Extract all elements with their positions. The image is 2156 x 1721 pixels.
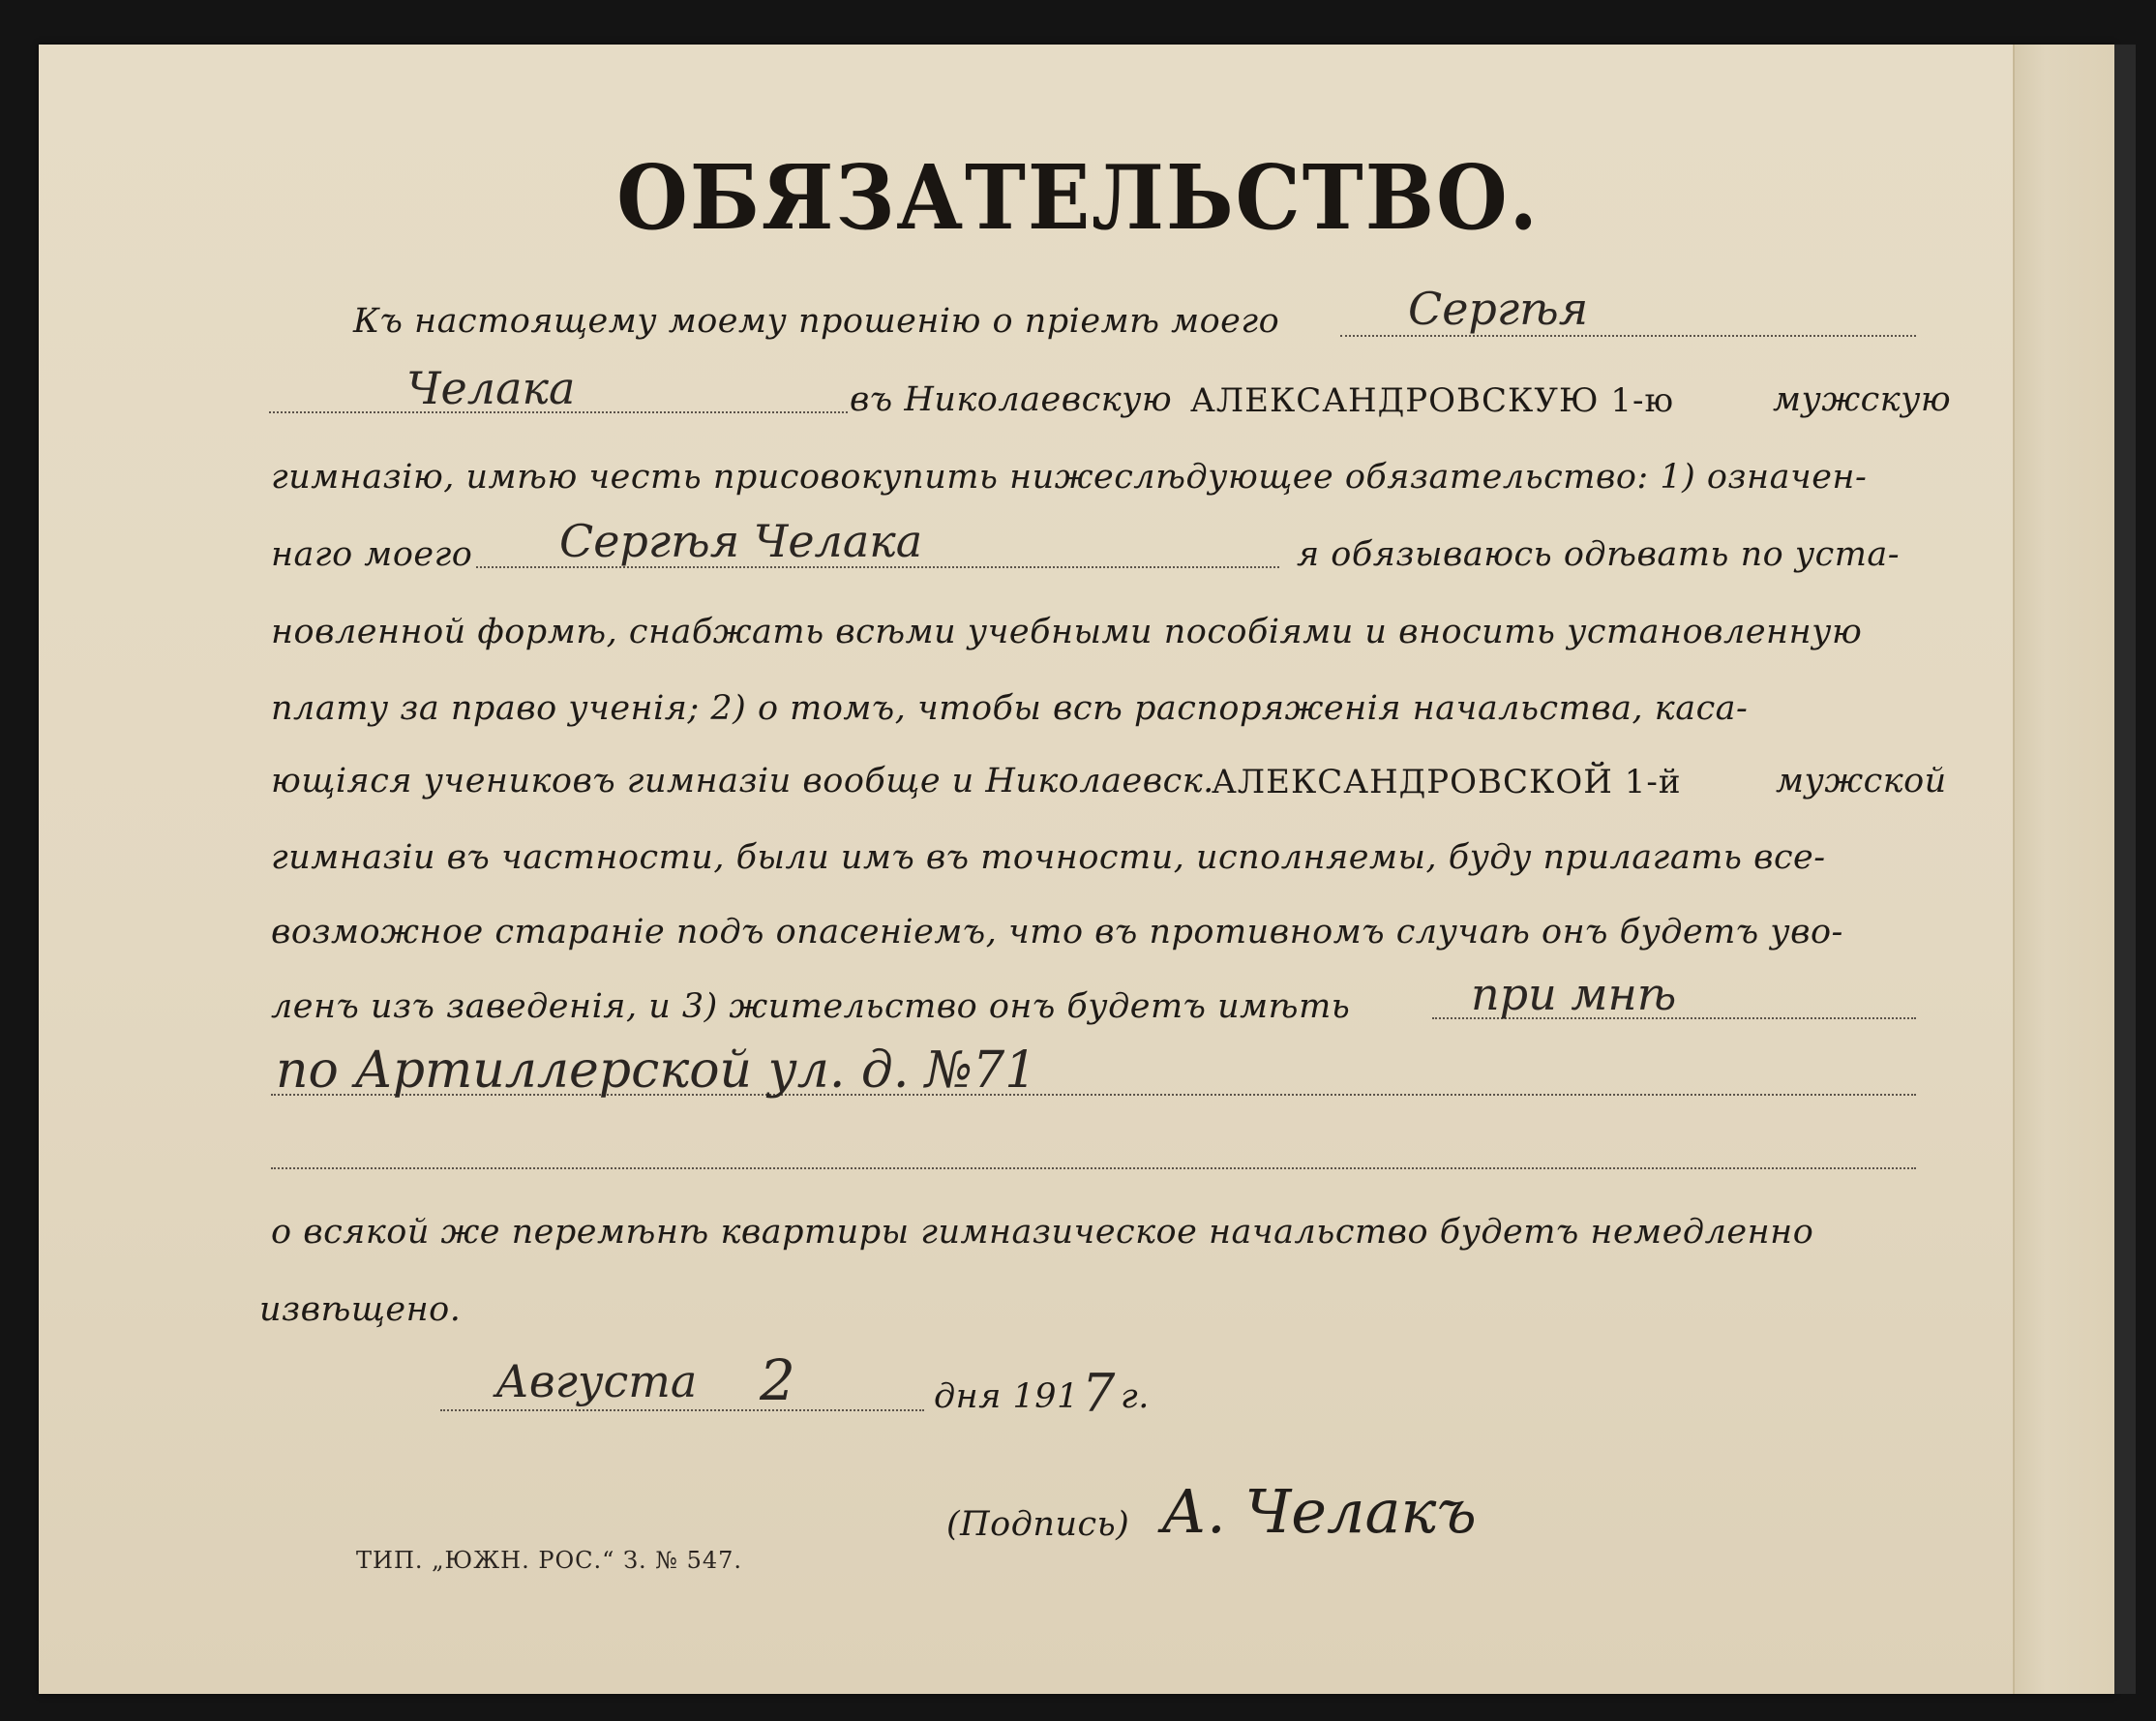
text-line-3: гимназію, имѣю честь присовокупить нижеслѣдующее обязательство: 1) означен- xyxy=(271,458,1868,497)
handwritten-son-name: Сергѣя xyxy=(1408,283,1589,335)
handwritten-year-digit: 7 xyxy=(1082,1363,1116,1424)
document-title: ОБЯЗАТЕЛЬСТВО. xyxy=(616,145,1540,250)
text-line-2c: мужскую xyxy=(1773,380,1952,419)
fill-line-date xyxy=(440,1409,924,1411)
text-line-7c: мужской xyxy=(1776,762,1947,800)
text-line-8: гимназіи въ частности, были имъ въ точности, исполняемы, буду прилагать все- xyxy=(271,838,1826,877)
text-line-6: плату за право ученія; 2) о томъ, чтобы всѣ распоряженія начальства, каса- xyxy=(271,689,1749,728)
paper-fold xyxy=(2013,45,2116,1694)
fill-line-blank xyxy=(271,1167,1916,1169)
text-line-10: ленъ изъ заведенія, и 3) жительство онъ будетъ имѣть xyxy=(271,987,1351,1026)
text-line-12: извѣщено. xyxy=(259,1290,462,1329)
printer-note: ТИП. „ЮЖН. РОС.“ З. № 547. xyxy=(356,1547,743,1574)
date-suffix: г. xyxy=(1121,1377,1150,1416)
text-line-5: новленной формѣ, снабжать всѣми учебными пособіями и вносить установленную xyxy=(271,613,1863,651)
handwritten-date-day: 2 xyxy=(760,1347,795,1413)
binding-strip xyxy=(2114,45,2136,1694)
text-line-4b: я обязываюсь одѣвать по уста- xyxy=(1297,535,1901,574)
text-line-2b: АЛЕКСАНДРОВСКУЮ 1-ю xyxy=(1190,381,1675,420)
text-line-1: Къ настоящему моему прошенію о пріемѣ моего xyxy=(353,302,1280,341)
handwritten-surname: Челака xyxy=(406,362,576,414)
date-text: дня 191 xyxy=(934,1377,1079,1416)
text-line-11: о всякой же перемѣнѣ квартиры гимназическое начальство будетъ немедленно xyxy=(271,1213,1814,1252)
text-line-2a: въ Николаевскую xyxy=(850,380,1173,419)
signature-label: (Подпись) xyxy=(946,1505,1130,1544)
handwritten-residence-2: по Артиллерской ул. д. №71 xyxy=(276,1042,1037,1100)
text-line-9: возможное стараніе подъ опасеніемъ, что въ противномъ случаѣ онъ будетъ уво- xyxy=(271,913,1843,951)
handwritten-residence-1: при мнѣ xyxy=(1471,968,1677,1020)
handwritten-date-month: Августа xyxy=(495,1355,698,1407)
handwritten-son-fullname: Сергѣя Челака xyxy=(559,515,923,567)
fill-line-son-name xyxy=(1340,335,1916,337)
text-line-4a: наго моего xyxy=(271,535,473,574)
handwritten-signature: А. Челакъ xyxy=(1161,1476,1477,1547)
text-line-7a: ющіяся учениковъ гимназіи вообще и Николаевск. xyxy=(271,762,1214,800)
text-line-7b: АЛЕКСАНДРОВСКОЙ 1-й xyxy=(1212,763,1682,801)
